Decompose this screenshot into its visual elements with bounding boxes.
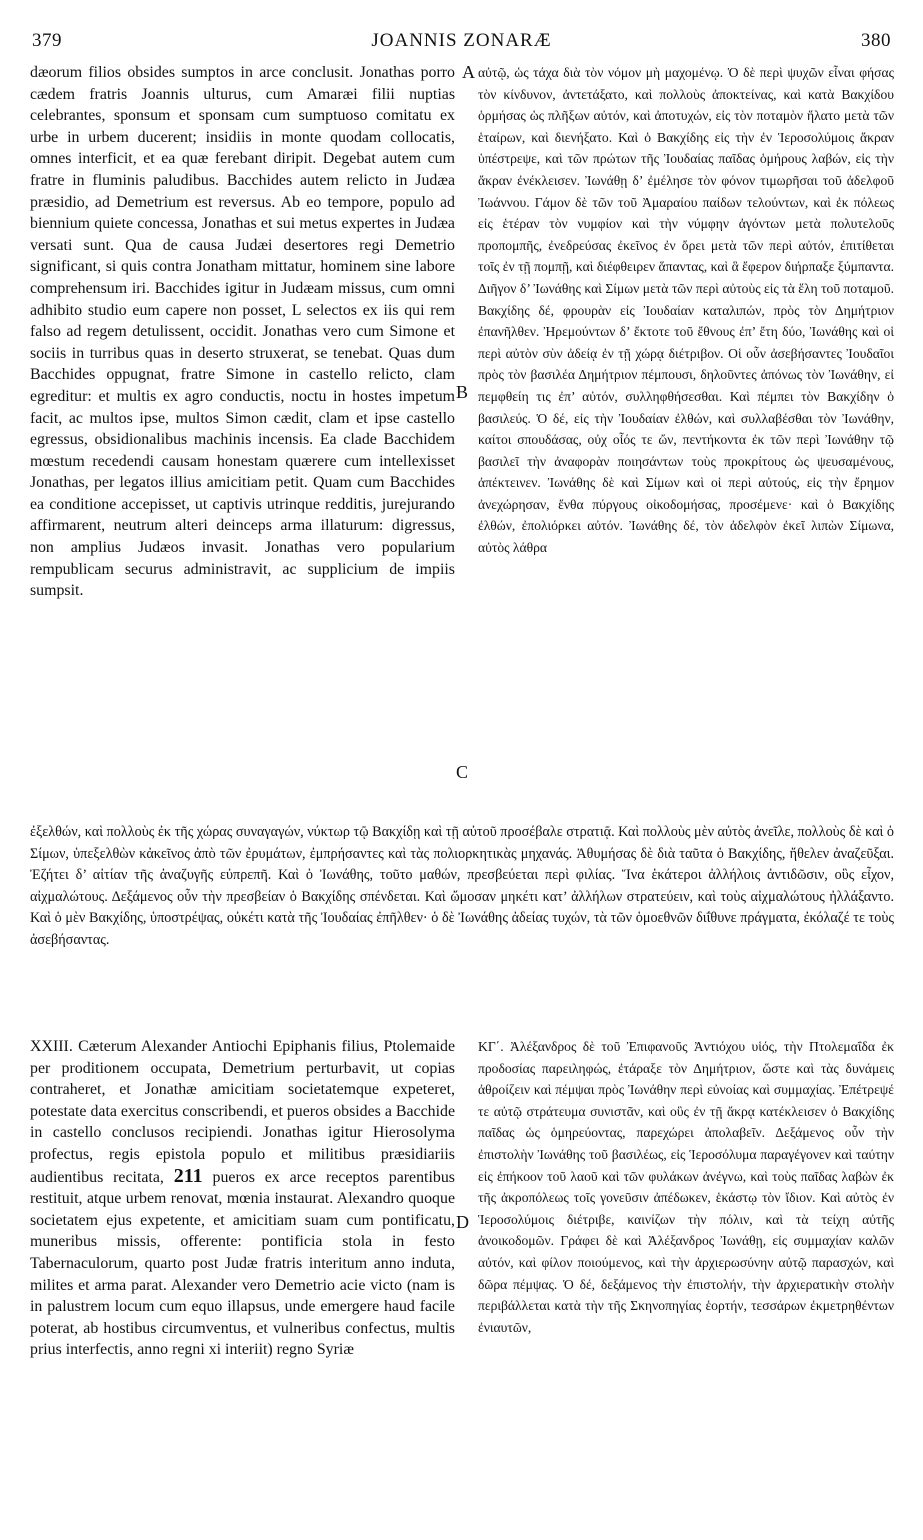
latin-column-2 (30, 1036, 455, 1361)
margin-mark-d: D (456, 1212, 469, 1232)
page-number-left: 379 (32, 30, 62, 51)
latin-column-1: dæorum filios obsides sumptos in arce conclusit. Jonathas porro cædem fratris Joannis ulturus, cum Amaræi filii nuptias celebrantes, sponsum et sponsam cum sumptuoso comitatu ex urbe in urbem ducerent; insidiis in monte quodam collocatis, omnes interficit, et ea quæ ferebant diripit. Degebat autem cum fratre in fluminis paludibus. Bacchides autem relicto in Judæa præsidio, ad Demetrium est reversus. Ab eo tempore, populo ad biennium quiete concessa, Jonathas et sui metus expertes in Judæa versati sunt. Qua de causa Judæi desertores regi Demetrio significant, si quis contra Jonatham mittatur, hominem sine labore comprehensum iri. Bacchides igitur in Judæam missus, cum omni adhibito studio eum capere non posset, L selectos ex iis qui rem falso ad regem detulissent, occidit. Jonathas vero cum Simone et sociis in turribus quas in deserto struxerat, se tenebat. Quas dum Bacchides oppugnat, fratre Simone in castello relicto, clam egreditur: et multis ex agro conductis, noctu in hostes impetum facit, ac multos ipse, multos Simon cædit, clam et ipse castello egressus, obsidionalibus machinis incensis. Ea clade Bacchidem mœstum recedendi causam honestam quærere cum intellexisset Jonathas, per legatos illius amicitiam petit. Quam cum Bacchides ea conditione accepisset, ut captivis utrinque redditis, jurejurando affirmarent, neutrum alteri deinceps arma illaturum: digressus, non amplius Judæos invasit. Jonathas vero popularium rempublicam securus administravit, ac supplicium de impiis sumpsit. (30, 64, 455, 600)
running-header (24, 30, 899, 54)
greek-full-width-paragraph: ἐξελθών, καὶ πολλοὺς ἐκ τῆς χώρας συναγαγών, νύκτωρ τῷ Βακχίδῃ καὶ τῇ αὐτοῦ προσέβαλε στρατιᾷ. Καὶ πολλοὺς μὲν αὐτὸς ἀνεῖλε, πολλοὺς δὲ καὶ ὁ Σίμων, ὑπεξελθὼν κἀκεῖνος ἀπὸ τῶν ἐρυμάτων, ἐμπρήσαντες καὶ τὰς πολιορκητικὰς μηχανάς. Ἀθυμήσας δὲ διὰ ταῦτα ὁ Βακχίδης, ἤθελεν ἀναζεῦξαι. Ἐζήτει δ’ αἰτίαν τῆς ἀναζυγῆς εὐπρεπῆ. Καὶ ὁ Ἰωνάθης, τοῦτο μαθών, πρεσβεύεται περὶ φιλίας. Ἵνα ἑκάτεροι ἀλλήλοις ἀντιδῶσιν, οὓς εἶχον, αἰχμαλώτους. Δεξάμενος οὖν τὴν πρεσβείαν ὁ Βακχίδης σπένδεται. Καὶ ὤμοσαν μηκέτι κατ’ ἀλλήλων στρατεύειν, καὶ τοὺς αἰχμαλώτους ἠλλάξαντο. Καὶ ὁ μὲν Βακχίδης, ὑποστρέψας, οὐκέτι κατὰ τῆς Ἰουδαίας ἐπῆλθεν· ὁ δὲ Ἰωνάθης ἀδείας τυχών, τὰ τῶν ὁμοεθνῶν διΐθυνε πράγματα, ἐκόλαζέ τε τοὺς ἀσεβήσαντας. (30, 824, 894, 948)
margin-mark-a: A (462, 62, 475, 82)
latin-section-23-start: XXIII. Cæterum Alexander Antiochi Epiphanis filius, Ptolemaide per proditionem occupata, Demetrium perturbavit, ut copias contraheret, et Jonathæ amicitiam societatemque expeteret, potestate data exercitus conscribendi, et pueros obsides a Bacchide in castello conclusos recipiendi. Jonathas igitur Hierosolyma profectus, regis epistola populo et militibus præsidiariis audientibus recitata, (30, 1038, 455, 1186)
latin-section-23-cont: pueros ex arce receptos parentibus restituit, atque urbem renovat, mœnia instaurat. Alexandro quoque societatem ejus expetente, et amicitiam suam cum pontificatu, muneribus missis, offerente: pontificia stola in festo Tabernaculorum, quarto post Judæ fratris interitum anno induta, milites et arma parat. Alexander vero Demetrio acie victo (nam is in palustrem locum cum equo illapsus, unde emergere haud facile poterat, ab hostibus circumventus, et vulneribus confectus, multis prius interfectis, anno regni xi interiit) regno Syriæ (30, 1168, 455, 1359)
margin-mark-b: B (456, 382, 469, 402)
page-marker: 211 (173, 1164, 203, 1187)
page-number-right: 380 (861, 30, 891, 51)
running-title: JOANNIS ZONARÆ (371, 30, 552, 51)
greek-column-2: ΚΓ΄. Ἀλέξανδρος δὲ τοῦ Ἐπιφανοῦς Ἀντιόχου υἱός, τὴν Πτολεμαΐδα ἐκ προδοσίας παρειληφώς, ἐτάραξε τὸν Δημήτριον, ὥστε καὶ τὰς δυνάμεις ἀθροίζειν καὶ πέμψαι πρὸς Ἰωνάθην περὶ εὐνοίας καὶ συμμαχίας. Ἐπέτρεψέ τε αὐτῷ στράτευμα συνιστᾶν, καὶ οὓς ἐν τῇ ἄκρᾳ κατέκλεισεν ὁ Βακχίδης παῖδας ὡς ὁμηρεύοντας, παρεχώρει ἀπολαβεῖν. Δεξάμενος οὖν τὴν ἐπιστολὴν Ἰωνάθης τοῦ βασιλέως, εἰς Ἱεροσόλυμα παραγέγονεν καὶ ταύτην εἰς ἐπήκοον τοῦ λαοῦ καὶ τῶν φυλάκων ἀνέγνω, καὶ τοὺς παῖδας λαβὼν ἐκ τῆς ἀκροπόλεως τοῖς γονεῦσιν ἀπέδωκεν, ἑκάστῳ τὸν ἴδιον. Καὶ αὐτὸς ἐν Ἱεροσολύμοις διέτριβε, καινίζων τὴν πόλιν, καὶ τὰ τείχη αὐτῆς ἀνοικοδομῶν. Γράφει δὲ καὶ Ἀλέξανδρος Ἰωνάθῃ, εἰς συμμαχίαν καλῶν αὐτόν, καὶ φίλον ποιούμενος, καὶ τὴν ἀρχιερωσύνην αὐτῷ παρασχών, καὶ δῶρα πέμψας. Ὁ δέ, δεξάμενος τὴν ἐπιστολήν, τὴν ἀρχιερατικὴν στολὴν περιβάλλεται κατὰ τὴν τῆς Σκηνοπηγίας ἑορτήν, τεσσάρων ἐκμετρηθέντων ἐνιαυτῶν, (478, 1039, 894, 1335)
greek-column-1: αὐτῷ, ὡς τάχα διὰ τὸν νόμον μὴ μαχομένῳ. Ὁ δὲ περὶ ψυχῶν εἶναι φήσας τὸν κίνδυνον, ἀντετάξατο, καὶ πολλοὺς ἀποκτείνας, καὶ κατὰ Βακχίδου ὁρμήσας ὡς πλῆξων αὐτόν, καὶ ἀποτυχών, εἰς τὸν ποταμὸν ἥλατο μετὰ τῶν ἑταίρων, καὶ διενήξατο. Καὶ ὁ Βακχίδης εἰς τὴν ἐν Ἱεροσολύμοις ἄκραν ὑπέστρεψε, καὶ τῶν πρώτων τῆς Ἰουδαίας παῖδας ὁμήρους λαβών, εἰς τὴν ἄκραν ἐνέκλεισεν. Ἰωνάθῃ δ’ ἐμέλησε τὸν φόνον τιμωρῆσαι τοῦ ἀδελφοῦ Ἰωάννου. Γάμον δὲ τῶν τοῦ Ἀμαραίου παίδων τελούντων, καὶ ἐκ πόλεως εἰς ἑτέραν τὸν νυμφίον καὶ τὴν νύμφην ἀγόντων μετὰ πολυτελοῦς προπομπῆς, ἐνεδρεύσας ἐκεῖνος ἐν ὄρει μετὰ τῶν περὶ αὐτόν, ἐπιτίθεται τοῖς ἐν τῇ πομπῇ, καὶ διέφθειρεν ἅπαντας, καὶ ἃ ἔφερον διήρπαξε ξύμπαντα. Διῆγον δ’ Ἰωνάθης καὶ Σίμων μετὰ τῶν περὶ αὐτοὺς εἰς τὰ ἕλη τοῦ ποταμοῦ. Βακχίδης δέ, φρουρὰν εἰς Ἰουδαίαν καταλιπών, πρὸς τὸν Δημήτριον ἐπανῆλθεν. Ἠρεμούντων δ’ ἔκτοτε τοῦ ἔθνους ἐπ’ ἔτη δύο, Ἰωνάθης καὶ οἱ περὶ αὐτὸν σὺν ἀδείᾳ ἐν τῇ χώρᾳ διέτριβον. Οἱ οὖν ἀσεβήσαντες Ἰουδαῖοι πρὸς τὸν βασιλέα Δημήτριον πέμπουσι, δηλοῦντες ἀπόνως τὸν Ἰωνάθην, εἰ πεμφθείη τις ἐπ’ αὐτόν, συλληφθήσεσθαι. Καὶ πέμπει τὸν Βακχίδην ὁ βασιλεύς. Ὁ δέ, εἰς τὴν Ἰουδαίαν ἐλθών, καὶ συλλαβέσθαι τὸν Ἰωνάθην, καίτοι σπουδάσας, οὐχ οἷός τε ὤν, πεντήκοντα ἐκ τῶν περὶ Ἰωνάθην τῷ βασιλεῖ τὴν ἀναφορὰν ποιησάντων τοὺς προκρίτους ὡς ψευσαμένους, ἀπέκτεινεν. Ἰωνάθης δὲ καὶ Σίμων καὶ οἱ περὶ αὐτούς, εἰς τὴν ἔρημον ἀνεχώρησαν, ἔνθα πύργους οἰκοδομήσας, προσέμενε· καὶ ὁ Βακχίδης ἐλθών, ἐπολιόρκει αὐτόν. Ἰωνάθης δέ, τὸν ἀδελφὸν ἐκεῖ λιπὼν Σίμωνα, αὐτὸς λάθρα (478, 65, 894, 556)
margin-mark-c: C (456, 762, 469, 782)
